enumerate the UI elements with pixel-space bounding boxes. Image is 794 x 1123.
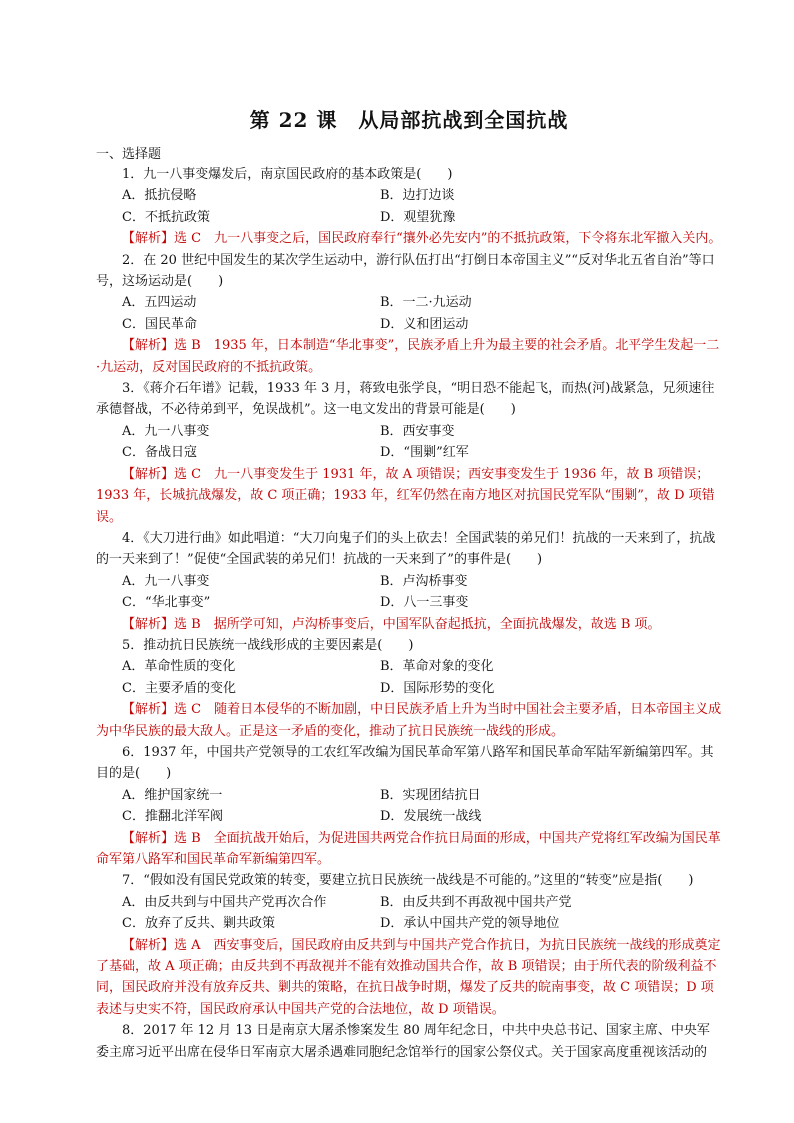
- analysis-text: 选 B 1935 年，日本制造“华北事变”，民族矛盾上升为最主要的社会矛盾。北平学生发起一二·九运动，反对国民政府的不抵抗政策。: [96, 338, 720, 375]
- options: [96, 892, 722, 935]
- analysis-tag: 【解析】: [122, 466, 175, 482]
- analysis: [96, 614, 722, 635]
- analysis: [96, 828, 722, 871]
- option-c: C．不抵抗政策: [122, 209, 210, 225]
- options: [96, 656, 722, 699]
- analysis-tag: 【解析】: [122, 616, 175, 632]
- analysis: [96, 228, 722, 249]
- option-a: A．由反共到与中国共产党再次合作: [122, 894, 327, 910]
- question-7: [96, 870, 722, 1020]
- option-d: D．国际形势的变化: [380, 680, 495, 696]
- question-4: [96, 528, 722, 635]
- option-c: C．放弃了反共、剿共政策: [122, 916, 275, 932]
- option-c: C．推翻北洋军阀: [122, 809, 223, 825]
- analysis: [96, 464, 722, 528]
- question-stem: 2．在 20 世纪中国发生的某次学生运动中，游行队伍打出“打倒日本帝国主义”“反对华北五省自治”等口号，这场运动是( ): [96, 252, 715, 290]
- analysis-tag: 【解析】: [122, 231, 175, 247]
- analysis: [96, 699, 722, 742]
- analysis-tag: 【解析】: [122, 702, 175, 718]
- option-b: B．一二·九运动: [380, 295, 472, 311]
- question-stem: 3．《蒋介石年谱》记载，1933 年 3 月，蒋致电张学良，“明日恐不能起飞，而热(河)战紧急，兄须速往承德督战，不必待弟到平，免误战机”。这一电文发出的背景可能是( ): [96, 381, 715, 418]
- option-c: C．国民革命: [122, 316, 197, 332]
- option-a: A．维护国家统一: [122, 787, 223, 803]
- analysis-tag: 【解析】: [122, 937, 175, 953]
- question-stem: 1．九一八事变爆发后，南京国民政府的基本政策是( ): [122, 167, 453, 182]
- option-a: A．五四运动: [122, 295, 197, 311]
- options: [96, 292, 722, 335]
- option-d: D．发展统一战线: [380, 809, 482, 825]
- options: [96, 571, 722, 614]
- question-5: [96, 635, 722, 742]
- question-stem: 5．推动抗日民族统一战线形成的主要因素是( ): [122, 637, 414, 653]
- analysis-text: 选 C 九一八事变发生于 1931 年，故 A 项错误；西安事变发生于 1936 年，故 B 项错误；1933 年，长城抗战爆发，故 C 项正确；1933 年，红军仍然在南方地区对抗国民党军队“围剿”，故 D 项错误。: [96, 466, 715, 525]
- options: [96, 421, 722, 464]
- option-b: B．西安事变: [380, 423, 455, 439]
- option-d: D．“围剿”红军: [380, 445, 469, 461]
- options: [96, 785, 722, 828]
- question-6: [96, 742, 722, 870]
- options: [96, 185, 722, 228]
- option-d: D．八一三事变: [380, 595, 469, 611]
- option-b: B．由反共到不再敌视中国共产党: [380, 894, 572, 910]
- analysis: [96, 335, 722, 378]
- option-c: C．主要矛盾的变化: [122, 680, 236, 696]
- lesson-title: 第 22 课 从局部抗战到全国抗战: [249, 108, 569, 132]
- section-heading: 一、选择题: [96, 147, 162, 162]
- question-stem: 4．《大刀进行曲》如此唱道：“大刀向鬼子们的头上砍去！全国武装的弟兄们！抗战的一天来到了，抗战的一天来到了！”促使“全国武装的弟兄们！抗战的一天来到了”的事件是( ): [96, 530, 716, 568]
- question-2: [96, 250, 722, 378]
- option-b: B．革命对象的变化: [380, 659, 494, 675]
- analysis-tag: 【解析】: [122, 830, 175, 846]
- question-stem: 6．1937 年，中国共产党领导的工农红军改编为国民革命军第八路军和国民革命军陆军新编第四军。其目的是( ): [96, 744, 714, 782]
- option-b: B．实现团结抗日: [380, 787, 481, 803]
- option-a: A．革命性质的变化: [122, 659, 236, 675]
- question-stem: 8．2017 年 12 月 13 日是南京大屠杀惨案发生 80 周年纪念日，中共中央总书记、国家主席、中央军委主席习近平出席在侵华日军南京大屠杀遇难同胞纪念馆举行的国家公祭仪式。关于国家高度重视该活动的: [96, 1023, 710, 1060]
- option-d: D．义和团运动: [380, 316, 469, 332]
- option-b: B．边打边谈: [380, 188, 455, 204]
- question-3: [96, 378, 722, 528]
- option-c: C．“华北事变”: [122, 595, 211, 611]
- analysis-text: 选 B 全面抗战开始后，为促进国共两党合作抗日局面的形成，中国共产党将红军改编为国民革命军第八路军和国民革命军新编第四军。: [96, 830, 721, 867]
- option-a: A．九一八事变: [122, 423, 210, 439]
- option-d: D．观望犹豫: [380, 209, 456, 225]
- option-c: C．备战日寇: [122, 445, 197, 461]
- analysis-text: 选 B 据所学可知，卢沟桥事变后，中国军队奋起抵抗，全面抗战爆发，故选 B 项。: [174, 616, 661, 632]
- option-a: A．抵抗侵略: [122, 188, 197, 204]
- analysis: [96, 935, 722, 1021]
- option-d: D．承认中国共产党的领导地位: [380, 916, 560, 932]
- option-b: B．卢沟桥事变: [380, 573, 468, 589]
- question-stem: 7．“假如没有国民党政策的转变，要建立抗日民族统一战线是不可能的。”这里的“转变”应是指( ): [122, 873, 694, 889]
- analysis-text: 选 A 西安事变后，国民政府由反共到与中国共产党合作抗日，为抗日民族统一战线的形成奠定了基础，故 A 项正确；由反共到不再敌视并不能有效推动国共合作，故 B 项错误；由于所代表的阶级利益不同，国民政府并没有放弃反共、剿共的策略，在抗日战争时期，爆发了反共的皖南事变，故 C 项错误；D 项表述与史实不符，国民政府承认中国共产党的合法地位，故 D 项错误。: [96, 937, 721, 1017]
- analysis-text: 选 C 随着日本侵华的不断加剧，中日民族矛盾上升为当时中国社会主要矛盾，日本帝国主义成为中华民族的最大敌人。正是这一矛盾的变化，推动了抗日民族统一战线的形成。: [96, 702, 722, 739]
- analysis-tag: 【解析】: [122, 338, 175, 354]
- analysis-text: 选 C 九一八事变之后，国民政府奉行“攘外必先安内”的不抵抗政策，下令将东北军撤入关内。: [174, 231, 722, 247]
- question-1: [96, 164, 722, 250]
- option-a: A．九一八事变: [122, 573, 210, 589]
- question-8: [96, 1020, 722, 1063]
